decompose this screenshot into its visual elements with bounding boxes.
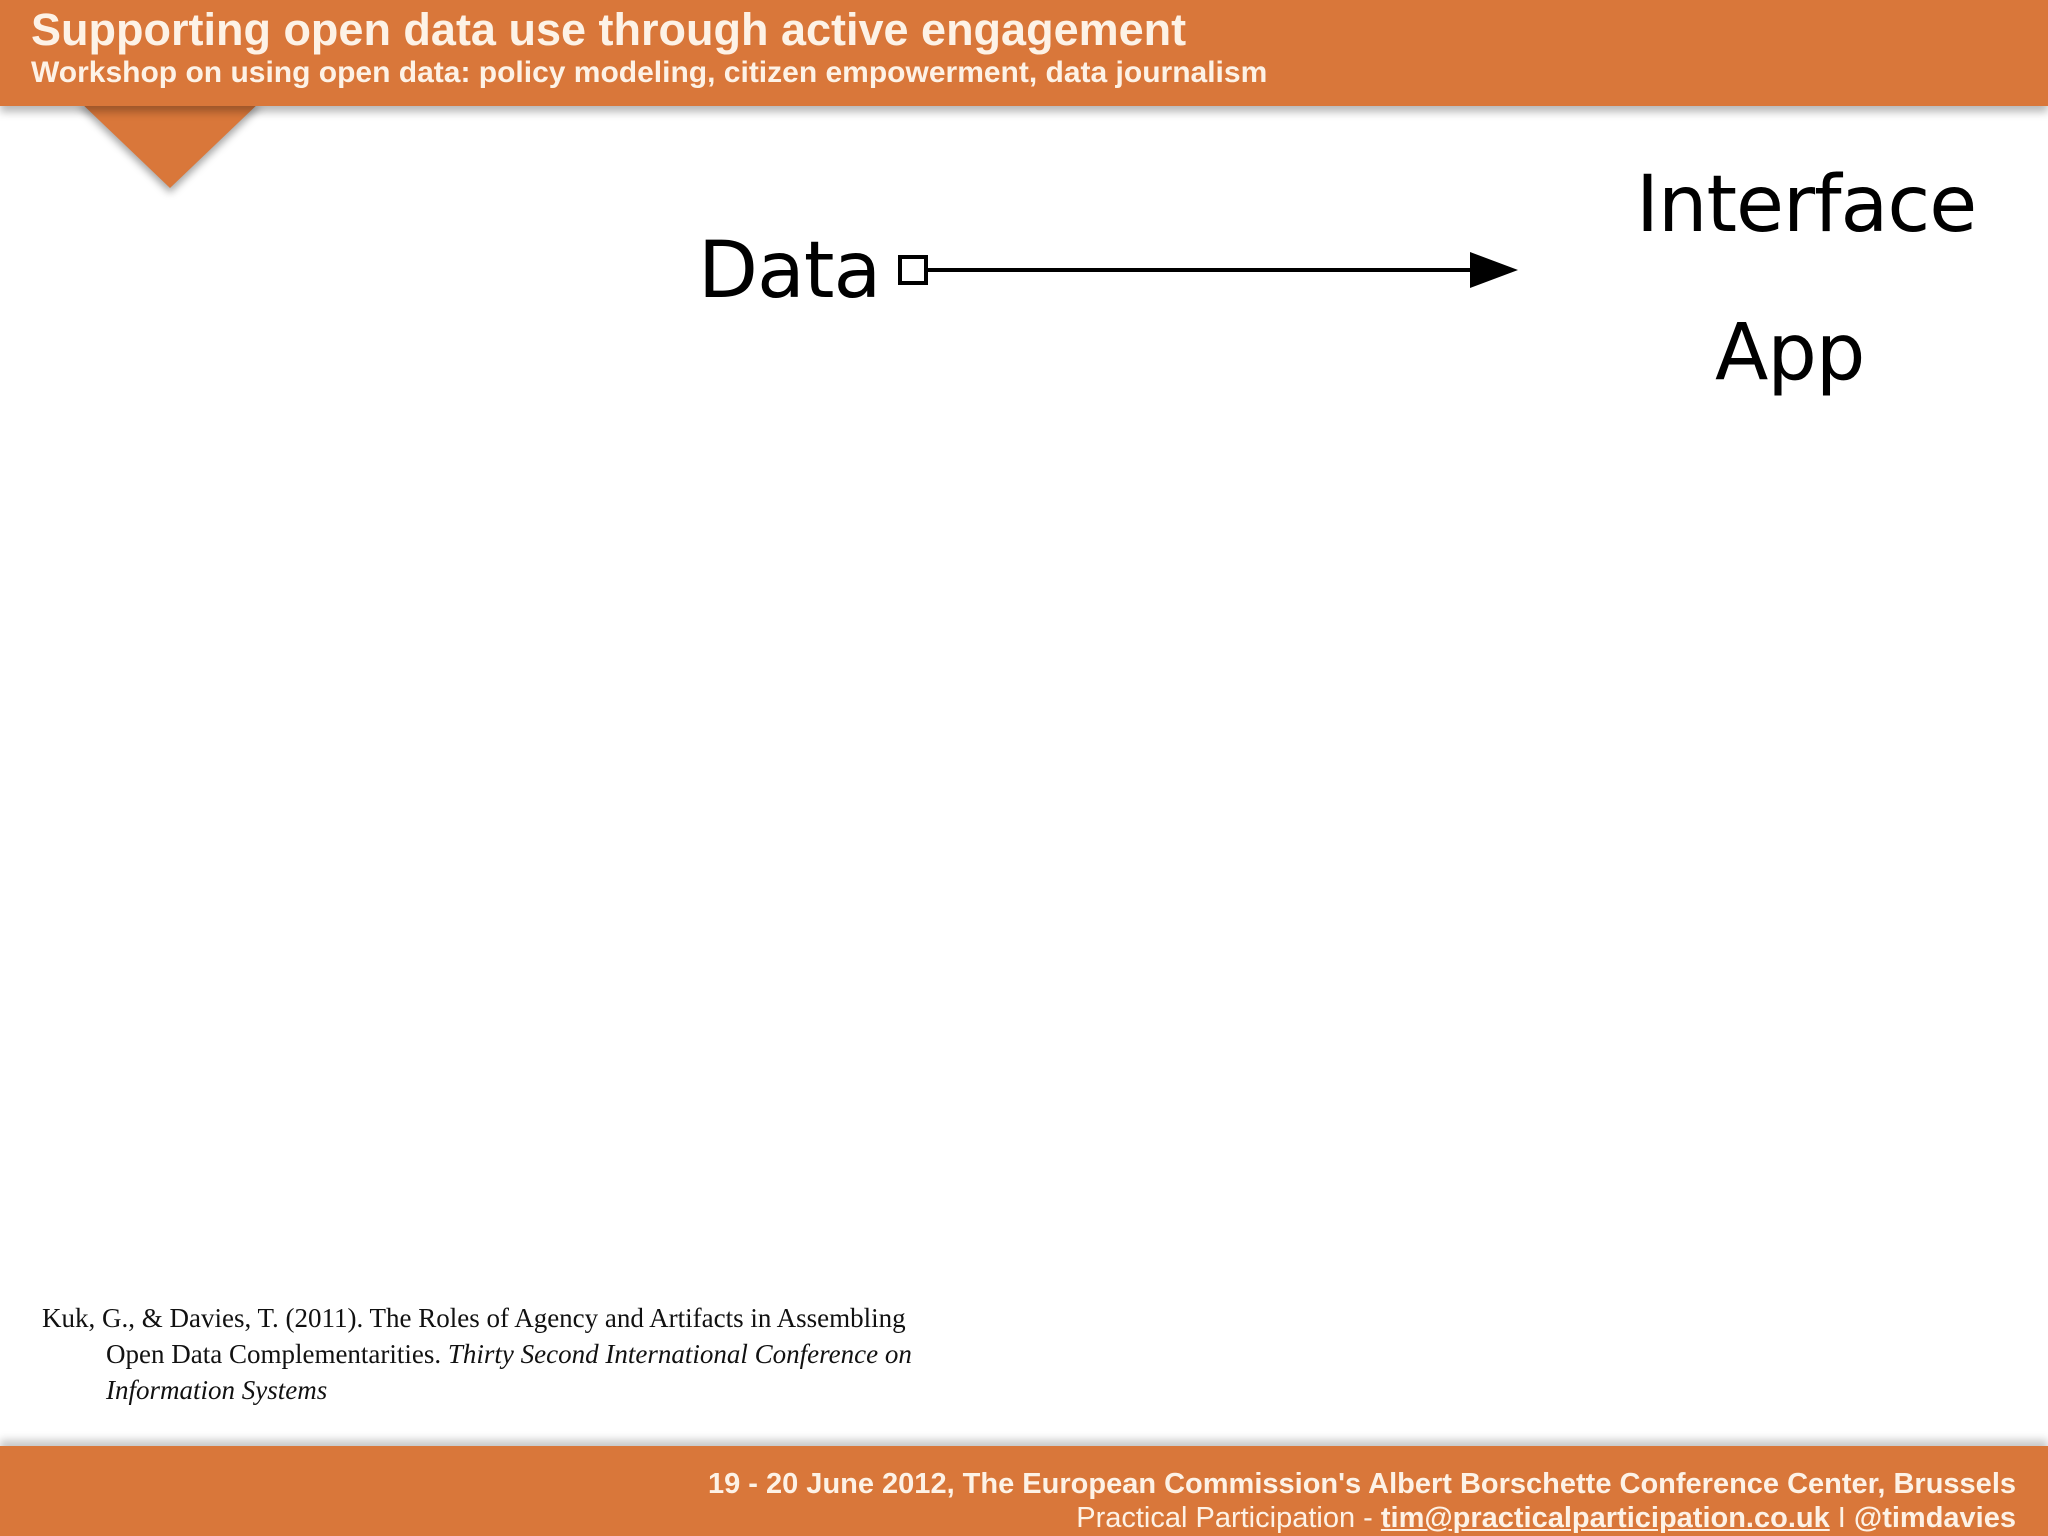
connector-arrowhead <box>1470 252 1518 288</box>
data-to-interface-arrow <box>896 248 1526 296</box>
interface-node-label: Interface <box>1636 160 1977 250</box>
citation-title-end: Open Data Complementarities. <box>106 1339 448 1369</box>
citation-line-3: Information Systems <box>106 1375 328 1405</box>
organization-name: Practical Participation - <box>1076 1502 1381 1534</box>
slide-title: Supporting open data use through active engagement <box>31 4 1187 55</box>
twitter-handle[interactable]: @timdavies <box>1853 1502 2016 1534</box>
citation-line-2 <box>42 1336 982 1372</box>
citation-line-1: Kuk, G., & Davies, T. (2011). The Roles of Agency and Artifacts in Assembling <box>42 1303 906 1333</box>
connector-start-square <box>900 257 926 283</box>
slide-subtitle: Workshop on using open data: policy modeling, citizen empowerment, data journalism <box>31 56 1268 89</box>
app-node-label: App <box>1715 308 1865 398</box>
event-details: 19 - 20 June 2012, The European Commission's Albert Borschette Conference Center, Brussels <box>707 1468 2016 1500</box>
email-link[interactable]: tim@practicalparticipation.co.uk <box>1380 1502 1830 1534</box>
header-notch-decoration <box>78 100 262 188</box>
header-band <box>0 0 2048 106</box>
citation <box>42 1300 982 1408</box>
citation-venue: Thirty Second International Conference on <box>447 1339 912 1369</box>
contact-separator: I <box>1829 1502 1854 1534</box>
contact-line <box>1076 1502 2016 1535</box>
footer-band <box>0 1446 2048 1536</box>
data-node-label: Data <box>698 226 881 316</box>
